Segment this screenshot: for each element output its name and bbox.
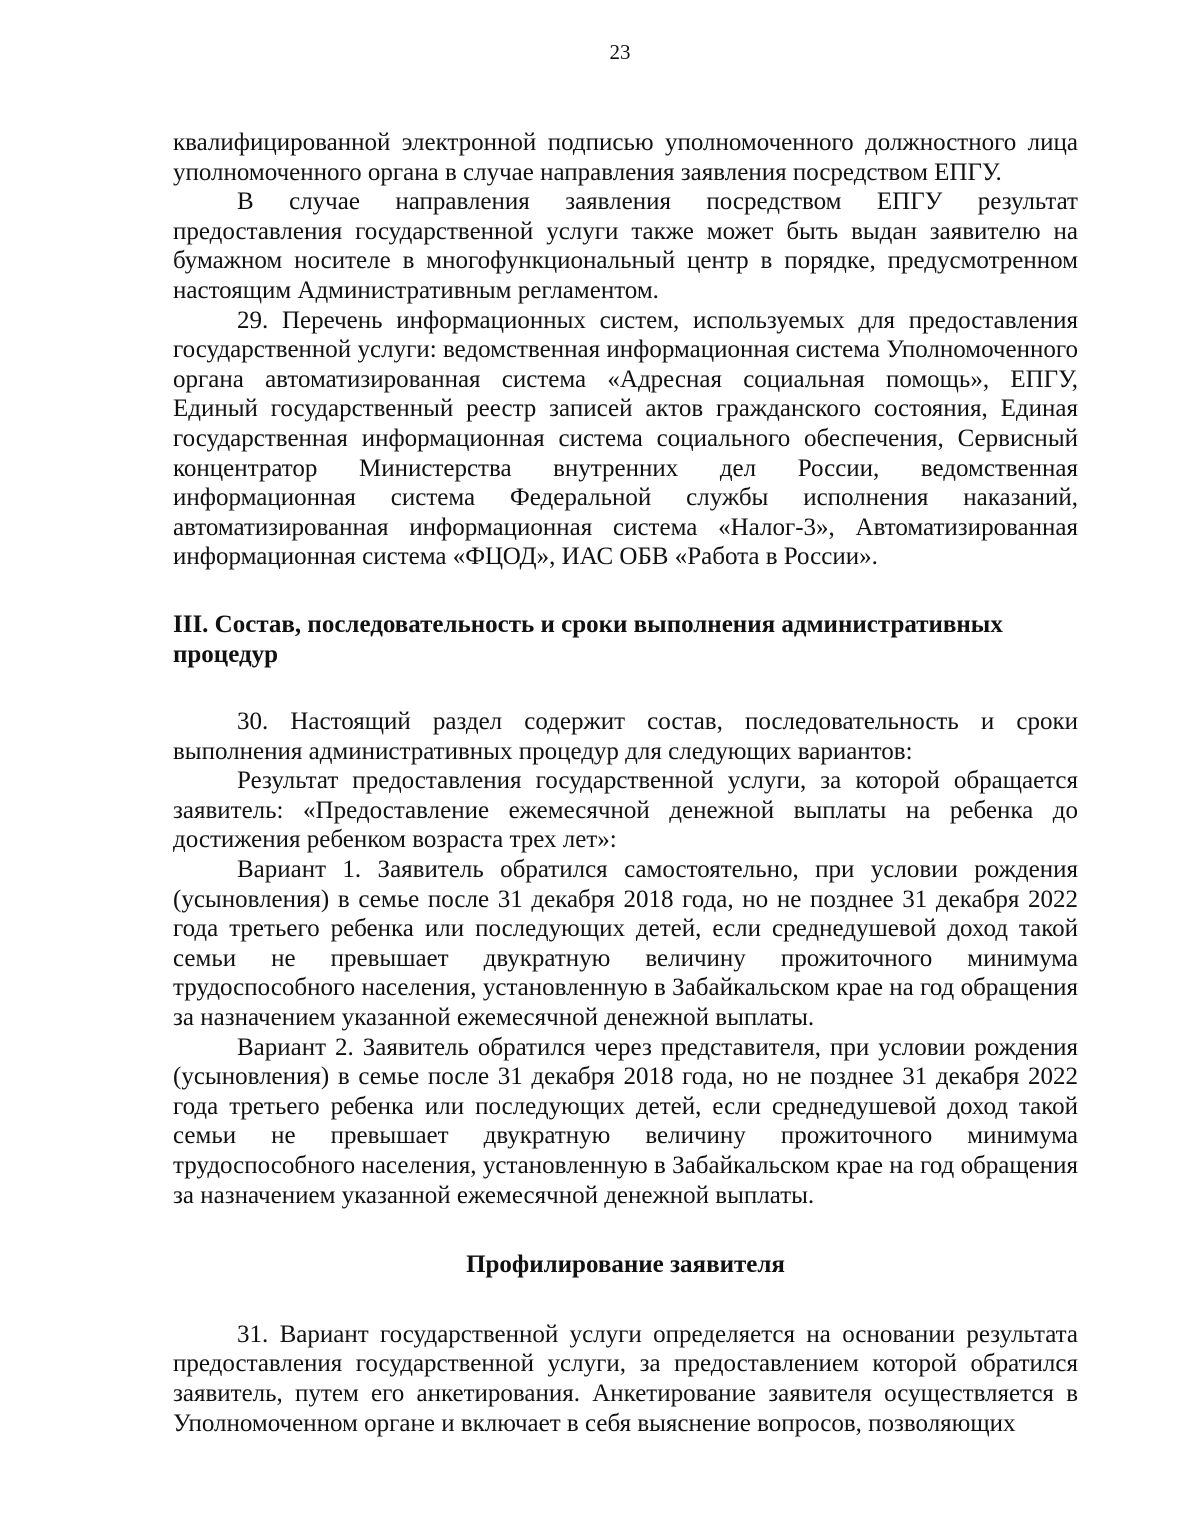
paragraph-continuation: квалифицированной электронной подписью уполномоченного должностного лица уполномоченного органа в случае направления заявления посредством ЕПГУ. — [173, 129, 1078, 186]
document-body — [173, 128, 1078, 1438]
paragraph-29-information-systems: 29. Перечень информационных систем, используемых для предоставления государственной услуги: ведомственная информационная система Уполномоченного органа автоматизированная система «Адресная социальная помощь», ЕПГУ, Единый государственный реестр записей актов гражданского состояния, Единая государственная информационная система социального обеспечения, Сервисный концентратор Министерства внутренних дел России, ведомственная информационная система Федеральной службы исполнения наказаний, автоматизированная информационная система «Налог-3», Автоматизированная информационная система «ФЦОД», ИАС ОБВ «Работа в России». — [173, 306, 1078, 571]
paragraph-30-section-contents: 30. Настоящий раздел содержит состав, последовательность и сроки выполнения административных процедур для следующих вариантов: — [173, 708, 1078, 765]
paragraph-variant-2: Вариант 2. Заявитель обратился через представителя, при условии рождения (усыновления) в семье после 31 декабря 2018 года, но не позднее 31 декабря 2022 года третьего ребенка или последующих детей, если среднедушевой доход такой семьи не превышает двукратную величину прожиточного минимума трудоспособного населения, установленную в Забайкальском крае на год обращения за назначением указанной ежемесячной денежной выплаты. — [173, 1033, 1078, 1209]
paragraph-31-profiling: 31. Вариант государственной услуги определяется на основании результата предоставления государственной услуги, за предоставлением которой обратился заявитель, путем его анкетирования. Анкетирование заявителя осуществляется в Уполномоченном органе и включает в себя выяснение вопросов, позволяющих — [173, 1320, 1078, 1437]
subheading-applicant-profiling: Профилирование заявителя — [466, 1251, 785, 1279]
paragraph-variant-1: Вариант 1. Заявитель обратился самостоятельно, при условии рождения (усыновления) в семье после 31 декабря 2018 года, но не позднее 31 декабря 2022 года третьего ребенка или последующих детей, если среднедушевой доход такой семьи не превышает двукратную величину прожиточного минимума трудоспособного населения, установленную в Забайкальском крае на год обращения за назначением указанной ежемесячной денежной выплаты. — [173, 856, 1078, 1032]
page-number: 23 — [609, 40, 631, 64]
paragraph-epgu-result: В случае направления заявления посредством ЕПГУ результат предоставления государственной услуги также может быть выдан заявителю на бумажном носителе в многофункциональный центр в порядке, предусмотренном настоящим Административным регламентом. — [173, 188, 1078, 304]
paragraph-service-result: Результат предоставления государственной услуги, за которой обращается заявитель: «Предоставление ежемесячной денежной выплаты на ребенка до достижения ребенком возраста трех лет»: — [173, 767, 1078, 854]
section-heading-iii: III. Состав, последовательность и сроки выполнения административных процедур — [173, 610, 1003, 668]
